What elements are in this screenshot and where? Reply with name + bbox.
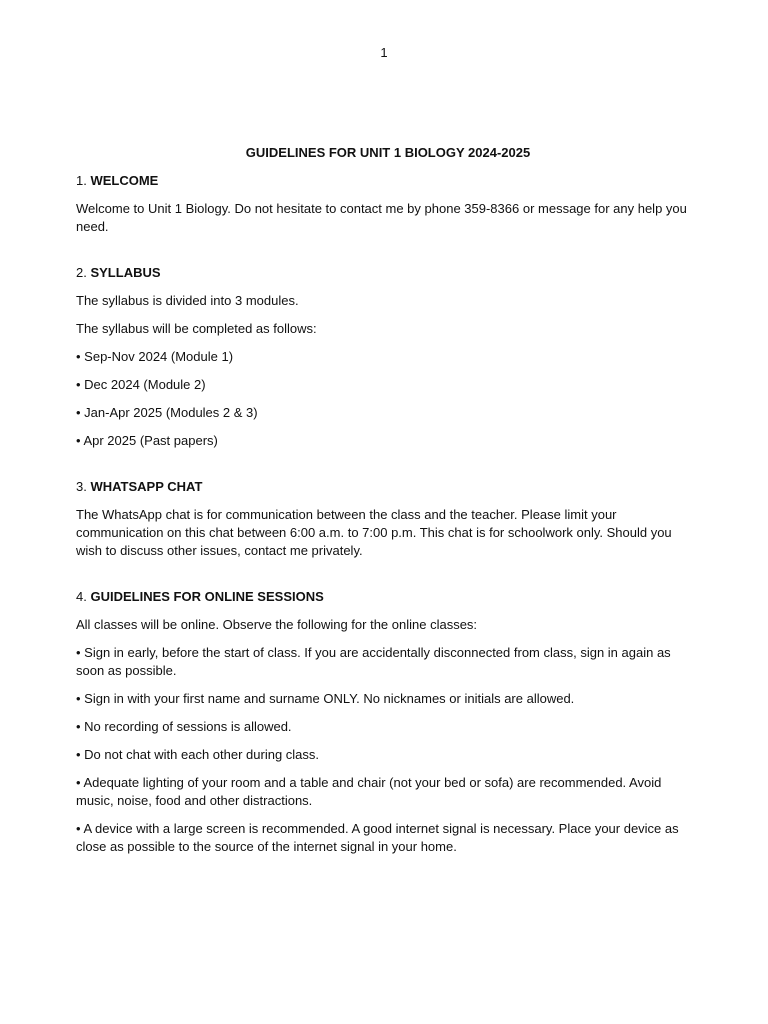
paragraph: Welcome to Unit 1 Biology. Do not hesitate to contact me by phone 359-8366 or message for any help you need. [76, 201, 687, 234]
list-item: • Sign in early, before the start of class. If you are accidentally disconnected from class, sign in again as soon as possible. [76, 645, 671, 678]
section-title: GUIDELINES FOR ONLINE SESSIONS [90, 589, 324, 604]
section-whatsapp-chat [76, 478, 700, 560]
section-welcome [76, 172, 700, 236]
paragraph: The syllabus is divided into 3 modules. [76, 293, 299, 308]
list-item: • Adequate lighting of your room and a table and chair (not your bed or sofa) are recommended. Avoid music, noise, food and other distractions. [76, 775, 662, 808]
section-title: WELCOME [90, 173, 159, 188]
list-item: • A device with a large screen is recommended. A good internet signal is necessary. Place your device as close as possible to the source of the internet signal in your home. [76, 821, 679, 854]
section-number: 1. [76, 173, 87, 188]
page-number: 1 [380, 45, 388, 60]
section-title: SYLLABUS [90, 265, 161, 280]
list-item: • Apr 2025 (Past papers) [76, 433, 218, 448]
list-item: • Sep-Nov 2024 (Module 1) [76, 349, 234, 364]
document-title: GUIDELINES FOR UNIT 1 BIOLOGY 2024-2025 [245, 145, 531, 160]
list-item: • Do not chat with each other during class. [76, 747, 320, 762]
section-title: WHATSAPP CHAT [90, 479, 203, 494]
paragraph: All classes will be online. Observe the following for the online classes: [76, 617, 478, 632]
section-heading [76, 264, 700, 282]
section-heading [76, 478, 700, 496]
paragraph: The syllabus will be completed as follows: [76, 321, 317, 336]
section-heading [76, 588, 700, 606]
section-number: 2. [76, 265, 87, 280]
list-item: • Jan-Apr 2025 (Modules 2 & 3) [76, 405, 258, 420]
paragraph: The WhatsApp chat is for communication between the class and the teacher. Please limit your communication on this chat between 6:00 a.m. to 7:00 p.m. This chat is for schoolwork only. Should you wish to discuss other issues, contact me privately. [76, 507, 672, 558]
section-number: 3. [76, 479, 87, 494]
list-item: • Sign in with your first name and surname ONLY. No nicknames or initials are allowed. [76, 691, 575, 706]
list-item: • No recording of sessions is allowed. [76, 719, 292, 734]
section-number: 4. [76, 589, 87, 604]
section-heading [76, 172, 700, 190]
document-content [76, 144, 700, 884]
section-online-sessions [76, 588, 700, 856]
list-item: • Dec 2024 (Module 2) [76, 377, 206, 392]
section-syllabus [76, 264, 700, 450]
